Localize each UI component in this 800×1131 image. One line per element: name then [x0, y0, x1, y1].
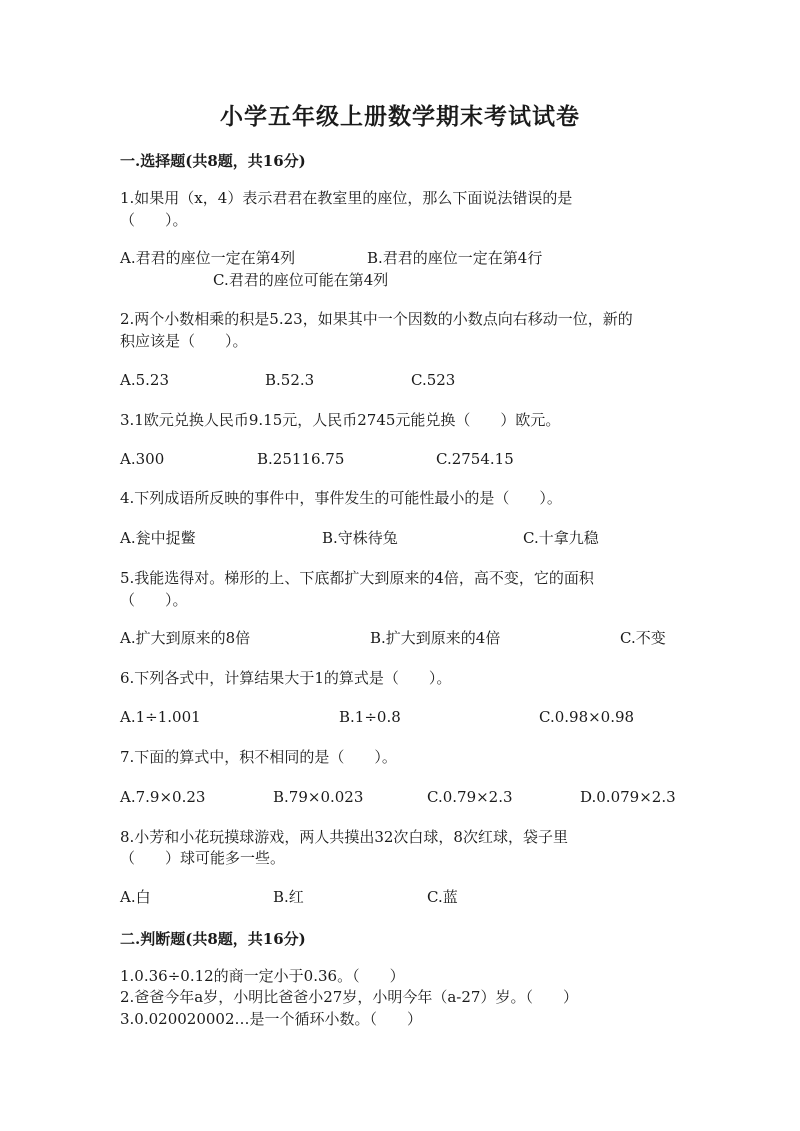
option-c: C.0.98×0.98 [539, 708, 635, 726]
option-b: B.扩大到原来的4倍 [370, 629, 501, 647]
option-a: A.5.23 [120, 371, 169, 389]
section-heading-choice: 一.选择题(共8题，共16分) [120, 152, 306, 170]
option-c: C.2754.15 [436, 450, 514, 468]
question-text: （ ）球可能多一些。 [120, 849, 286, 867]
option-b: B.君君的座位一定在第4行 [367, 249, 543, 267]
question-text: 积应该是（ ）。 [120, 332, 248, 350]
option-b: B.25116.75 [257, 450, 345, 468]
question-text: （ ）。 [120, 591, 188, 609]
option-a: A.君君的座位一定在第4列 [120, 249, 296, 267]
option-a: A.1÷1.001 [120, 708, 201, 726]
judgement-item: 1.0.36÷0.12的商一定小于0.36。（ ） [120, 967, 405, 985]
option-b: B.79×0.023 [273, 788, 364, 806]
option-b: B.52.3 [265, 371, 315, 389]
option-a: A.300 [120, 450, 165, 468]
option-b: B.守株待兔 [322, 529, 398, 547]
page-title: 小学五年级上册数学期末考试试卷 [220, 103, 580, 130]
question-text: （ ）。 [120, 211, 188, 229]
judgement-item: 2.爸爸今年a岁，小明比爸爸小27岁，小明今年（a-27）岁。（ ） [120, 988, 578, 1006]
option-a: A.扩大到原来的8倍 [120, 629, 251, 647]
question-text: 5.我能选得对。梯形的上、下底都扩大到原来的4倍，高不变，它的面积 [120, 569, 594, 587]
section-heading-judgement: 二.判断题(共8题，共16分) [120, 930, 306, 948]
option-a: A.7.9×0.23 [120, 788, 206, 806]
option-c: C.0.79×2.3 [427, 788, 513, 806]
question-text: 1.如果用（x，4）表示君君在教室里的座位，那么下面说法错误的是 [120, 189, 573, 207]
option-a: A.瓮中捉鳖 [120, 529, 196, 547]
option-c: C.523 [411, 371, 456, 389]
question-text: 4.下列成语所反映的事件中，事件发生的可能性最小的是（ ）。 [120, 489, 562, 507]
question-text: 7.下面的算式中，积不相同的是（ ）。 [120, 748, 397, 766]
option-b: B.红 [273, 888, 304, 906]
option-c: C.十拿九稳 [523, 529, 599, 547]
question-text: 2.两个小数相乘的积是5.23，如果其中一个因数的小数点向右移动一位，新的 [120, 310, 633, 328]
option-c: C.蓝 [427, 888, 458, 906]
option-c: C.君君的座位可能在第4列 [213, 271, 389, 289]
question-text: 3.1欧元兑换人民币9.15元，人民币2745元能兑换（ ）欧元。 [120, 411, 561, 429]
question-text: 8.小芳和小花玩摸球游戏，两人共摸出32次白球，8次红球，袋子里 [120, 828, 568, 846]
option-c: C.不变 [620, 629, 666, 647]
option-b: B.1÷0.8 [339, 708, 401, 726]
option-d: D.0.079×2.3 [580, 788, 676, 806]
option-a: A.白 [120, 888, 151, 906]
judgement-item: 3.0.020020002…是一个循环小数。（ ） [120, 1010, 423, 1028]
question-text: 6.下列各式中，计算结果大于1的算式是（ ）。 [120, 669, 452, 687]
